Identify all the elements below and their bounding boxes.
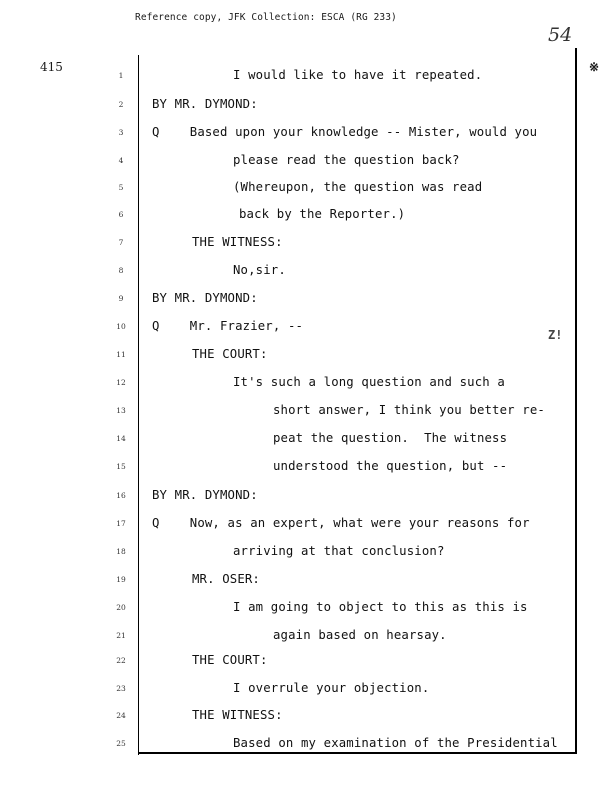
line-number: 12 <box>116 378 126 387</box>
transcript-line: No,sir. <box>233 263 286 277</box>
transcript-line: Q Now, as an expert, what were your reasons for <box>152 516 530 530</box>
bottom-rule <box>138 752 577 754</box>
margin-scribble: Z! <box>548 328 563 342</box>
transcript-line: I am going to object to this as this is <box>233 600 528 614</box>
line-number: 17 <box>116 519 126 528</box>
transcript-line: short answer, I think you better re- <box>273 403 545 417</box>
transcript-line: I would like to have it repeated. <box>233 68 483 82</box>
transcript-line: Q Based upon your knowledge -- Mister, would you <box>152 125 538 139</box>
line-number: 20 <box>116 603 126 612</box>
handwritten-side-mark: 415 <box>40 60 63 74</box>
transcript-line: peat the question. The witness <box>273 431 508 445</box>
line-number: 23 <box>116 684 126 693</box>
transcript-line: THE COURT: <box>192 653 268 667</box>
collection-header: Reference copy, JFK Collection: ESCA (RG 233) <box>135 12 397 23</box>
line-number: 25 <box>116 739 126 748</box>
handwritten-page-number: 54 <box>548 24 573 46</box>
transcript-line: (Whereupon, the question was read <box>233 180 483 194</box>
line-number: 8 <box>118 266 124 275</box>
transcript-line: BY MR. DYMOND: <box>152 97 258 111</box>
line-number: 16 <box>116 491 126 500</box>
transcript-line: please read the question back? <box>233 153 460 167</box>
transcript-line: I overrule your objection. <box>233 681 430 695</box>
line-number: 15 <box>116 462 126 471</box>
line-number: 22 <box>116 656 126 665</box>
transcript-line: BY MR. DYMOND: <box>152 488 258 502</box>
transcript-line: understood the question, but -- <box>273 459 508 473</box>
transcript-line: BY MR. DYMOND: <box>152 291 258 305</box>
line-number: 1 <box>118 71 124 80</box>
margin-rule-left <box>138 55 139 755</box>
line-number: 21 <box>116 631 126 640</box>
line-number: 3 <box>118 128 124 137</box>
transcript-line: back by the Reporter.) <box>239 207 406 221</box>
line-number: 18 <box>116 547 126 556</box>
line-number: 13 <box>116 406 126 415</box>
line-number: 11 <box>116 350 126 359</box>
line-number: 2 <box>118 100 124 109</box>
transcript-line: THE WITNESS: <box>192 235 283 249</box>
transcript-line: Q Mr. Frazier, -- <box>152 319 304 333</box>
transcript-line: arriving at that conclusion? <box>233 544 445 558</box>
margin-rule-right <box>575 48 577 752</box>
line-number: 19 <box>116 575 126 584</box>
transcript-line: THE COURT: <box>192 347 268 361</box>
transcript-line: It's such a long question and such a <box>233 375 505 389</box>
line-number: 24 <box>116 711 126 720</box>
line-number: 10 <box>116 322 126 331</box>
transcript-line: again based on hearsay. <box>273 628 447 642</box>
corner-mark: ※ <box>589 60 600 74</box>
line-number: 9 <box>118 294 124 303</box>
transcript-line: THE WITNESS: <box>192 708 283 722</box>
line-number: 6 <box>118 210 124 219</box>
transcript-line: Based on my examination of the Presidential <box>233 736 558 750</box>
line-number: 5 <box>118 183 124 192</box>
line-number: 4 <box>118 156 124 165</box>
line-number: 14 <box>116 434 126 443</box>
line-number: 7 <box>118 238 124 247</box>
transcript-line: MR. OSER: <box>192 572 260 586</box>
